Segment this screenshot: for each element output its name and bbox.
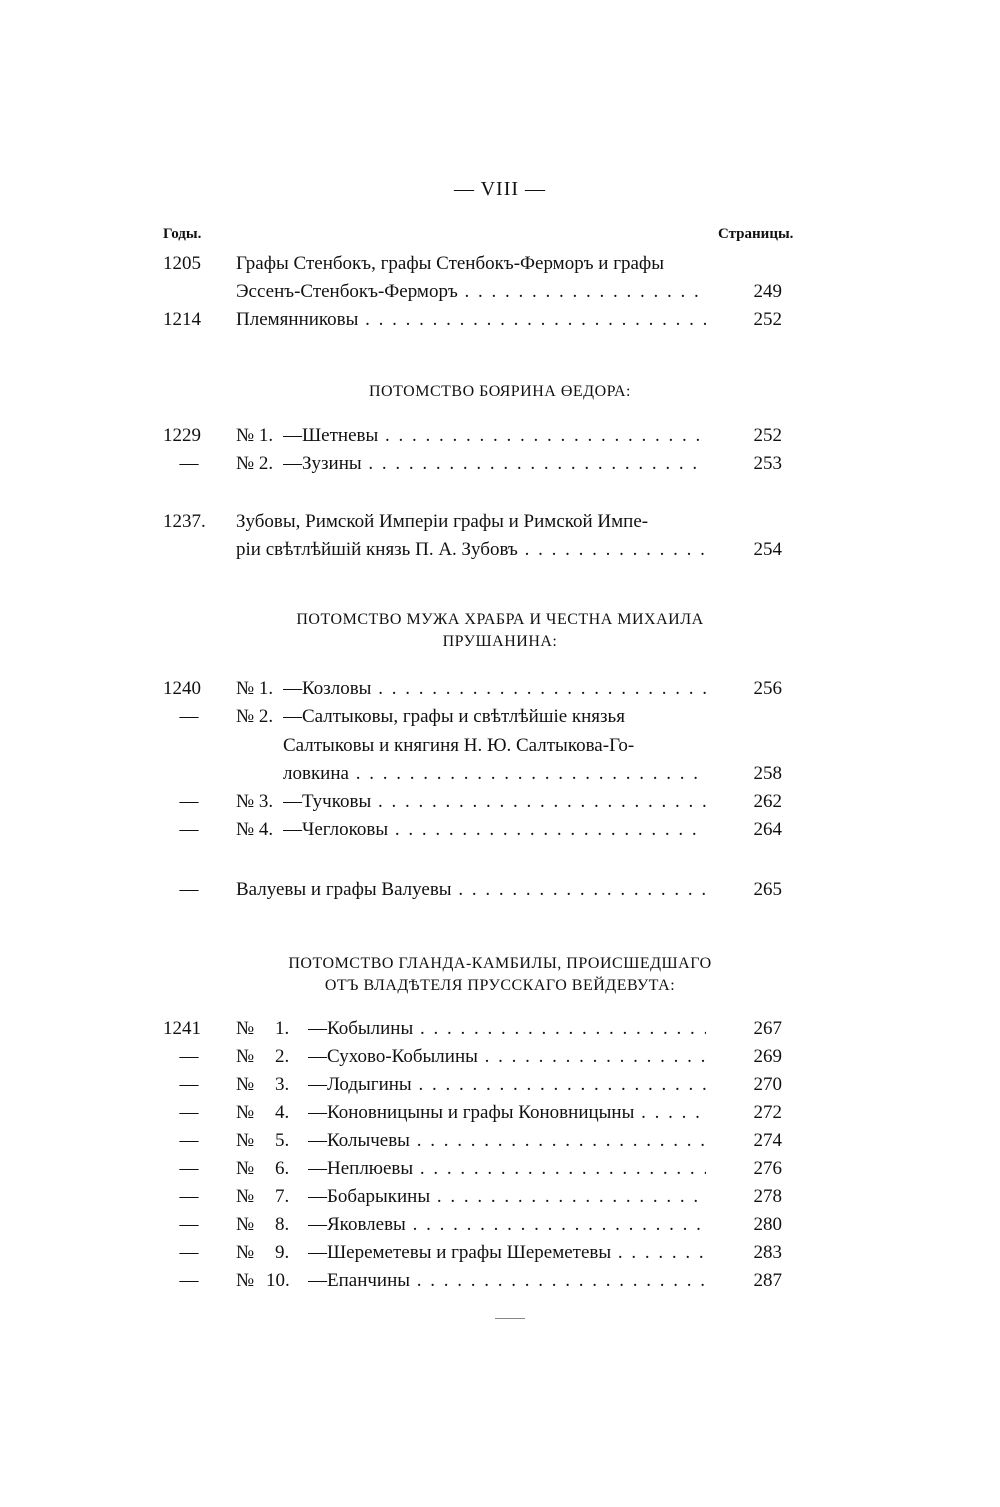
toc-entry: —Тучковы . . . — [283, 788, 706, 816]
toc-entry: —Лодыгины . . . — [308, 1071, 706, 1099]
toc-row — [0, 1071, 1000, 1099]
page-number: — VIII — — [453, 178, 547, 200]
toc-page: 276 — [753, 1158, 782, 1179]
toc-number: № 2. — [236, 706, 274, 727]
toc-number: № — [236, 1018, 255, 1039]
toc-number: № — [236, 1270, 255, 1291]
toc-number: № 3. — [236, 791, 274, 812]
toc-number: № — [236, 1214, 255, 1235]
toc-entry: —Шетневы . . . — [283, 422, 706, 450]
toc-entry: —Яковлевы . . . — [308, 1211, 706, 1239]
toc-row — [0, 1211, 1000, 1239]
toc-number-value: 3. — [275, 1074, 290, 1095]
section-title: ПОТОМСТВО ГЛАНДА-КАМБИЛЫ, ПРОИСШЕДШАГО — [288, 955, 712, 972]
toc-page: 265 — [753, 879, 782, 900]
header-years: Годы. — [163, 226, 202, 242]
toc-page: 252 — [753, 309, 782, 330]
toc-year: — — [179, 819, 199, 840]
toc-year: — — [179, 1102, 199, 1123]
toc-number-value: 7. — [275, 1186, 290, 1207]
toc-page: 252 — [753, 425, 782, 446]
toc-entry: Зубовы, Римской Имперіи графы и Римской Импе- — [236, 511, 649, 532]
toc-page: 267 — [753, 1018, 782, 1039]
toc-number: № — [236, 1242, 255, 1263]
toc-year: — — [179, 791, 199, 812]
toc-entry: —Зузины . . . — [283, 450, 706, 478]
toc-page: 287 — [753, 1270, 782, 1291]
toc-number: № 4. — [236, 819, 274, 840]
toc-entry: —Салтыковы, графы и свѣтлѣйшіе князья — [283, 706, 625, 727]
toc-year: 1241 — [163, 1018, 201, 1039]
toc-row — [0, 1155, 1000, 1183]
toc-row — [0, 703, 1000, 731]
toc-entry: ловкина . . . — [283, 760, 706, 788]
toc-year: 1237. — [163, 511, 206, 532]
toc-page: 270 — [753, 1074, 782, 1095]
toc-page: 254 — [753, 539, 782, 560]
toc-row — [0, 1127, 1000, 1155]
section-title: ПРУШАНИНА: — [442, 633, 558, 650]
toc-year: 1229 — [163, 425, 201, 446]
toc-row — [0, 876, 1000, 904]
bottom-mark — [495, 1318, 525, 1319]
toc-page: 256 — [753, 678, 782, 699]
toc-page: 269 — [753, 1046, 782, 1067]
toc-row — [0, 278, 1000, 306]
toc-number-value: 5. — [275, 1130, 290, 1151]
toc-page: 264 — [753, 819, 782, 840]
toc-entry: —Бобарыкины . . . — [308, 1183, 706, 1211]
toc-number-value: 6. — [275, 1158, 290, 1179]
toc-entry: —Шереметевы и графы Шереметевы . . . — [308, 1239, 706, 1267]
toc-year: 1214 — [163, 309, 201, 330]
toc-year: — — [179, 1046, 199, 1067]
toc-row — [0, 1015, 1000, 1043]
toc-number: № — [236, 1186, 255, 1207]
toc-number-value: 8. — [275, 1214, 290, 1235]
toc-row — [0, 1239, 1000, 1267]
toc-row — [0, 422, 1000, 450]
toc-row — [0, 816, 1000, 844]
toc-number-value: 2. — [275, 1046, 290, 1067]
toc-entry: —Кобылины . . . — [308, 1015, 706, 1043]
header-pages: Страницы. — [718, 226, 794, 242]
toc-entry: Графы Стенбокъ, графы Стенбокъ-Ферморъ и графы — [236, 253, 665, 274]
toc-number: № 1. — [236, 425, 274, 446]
toc-page: 274 — [753, 1130, 782, 1151]
toc-number: № — [236, 1130, 255, 1151]
toc-number: № 2. — [236, 453, 274, 474]
toc-row — [0, 1043, 1000, 1071]
toc-number-value: 9. — [275, 1242, 290, 1263]
section-title: ОТЪ ВЛАДѢТЕЛЯ ПРУССКАГО ВЕЙДЕВУТА: — [324, 977, 676, 994]
toc-row — [0, 250, 1000, 278]
toc-entry: Валуевы и графы Валуевы . . . — [236, 876, 706, 904]
toc-entry: ріи свѣтлѣйшій князь П. А. Зубовъ . . . — [236, 536, 706, 564]
toc-entry: —Коновницыны и графы Коновницыны . . . — [308, 1099, 706, 1127]
toc-year: — — [179, 879, 199, 900]
toc-number: № — [236, 1102, 255, 1123]
toc-row — [0, 1267, 1000, 1295]
toc-year: — — [179, 706, 199, 727]
toc-entry: —Епанчины . . . — [308, 1267, 706, 1295]
toc-page: 253 — [753, 453, 782, 474]
toc-entry: —Неплюевы . . . — [308, 1155, 706, 1183]
toc-page: 262 — [753, 791, 782, 812]
toc-year: — — [179, 1074, 199, 1095]
toc-entry: Салтыковы и княгиня Н. Ю. Салтыкова-Го- — [283, 735, 635, 756]
toc-number: № — [236, 1046, 255, 1067]
toc-entry: Племянниковы . . . — [236, 306, 706, 334]
toc-number: № — [236, 1074, 255, 1095]
section-title: ПОТОМСТВО МУЖА ХРАБРА И ЧЕСТНА МИХАИЛА — [296, 611, 704, 628]
toc-row — [0, 450, 1000, 478]
toc-number-value: 4. — [275, 1102, 290, 1123]
section-title: ПОТОМСТВО БОЯРИНА ӨЕДОРА: — [369, 383, 631, 400]
toc-row — [0, 306, 1000, 334]
toc-year: — — [179, 453, 199, 474]
toc-year: — — [179, 1270, 199, 1291]
toc-year: — — [179, 1214, 199, 1235]
toc-year: — — [179, 1242, 199, 1263]
toc-entry: —Козловы . . . — [283, 675, 706, 703]
toc-row — [0, 760, 1000, 788]
toc-page: 278 — [753, 1186, 782, 1207]
toc-entry: —Колычевы . . . — [308, 1127, 706, 1155]
toc-row — [0, 508, 1000, 536]
toc-number: № — [236, 1158, 255, 1179]
toc-number-value: 10. — [266, 1270, 290, 1291]
toc-row — [0, 1183, 1000, 1211]
toc-year: 1205 — [163, 253, 201, 274]
toc-page: 283 — [753, 1242, 782, 1263]
toc-row — [0, 788, 1000, 816]
toc-year: — — [179, 1158, 199, 1179]
toc-page: 272 — [753, 1102, 782, 1123]
toc-year: 1240 — [163, 678, 201, 699]
toc-number-value: 1. — [275, 1018, 290, 1039]
toc-year: — — [179, 1130, 199, 1151]
toc-row — [0, 675, 1000, 703]
toc-number: № 1. — [236, 678, 274, 699]
toc-page: 249 — [753, 281, 782, 302]
toc-row — [0, 732, 1000, 760]
toc-entry: —Чеглоковы . . . — [283, 816, 706, 844]
toc-entry: Эссенъ-Стенбокъ-Ферморъ . . . — [236, 278, 706, 306]
toc-page: 258 — [753, 763, 782, 784]
toc-page: 280 — [753, 1214, 782, 1235]
toc-row — [0, 536, 1000, 564]
toc-entry: —Сухово-Кобылины . . . — [308, 1043, 706, 1071]
toc-year: — — [179, 1186, 199, 1207]
toc-row — [0, 1099, 1000, 1127]
